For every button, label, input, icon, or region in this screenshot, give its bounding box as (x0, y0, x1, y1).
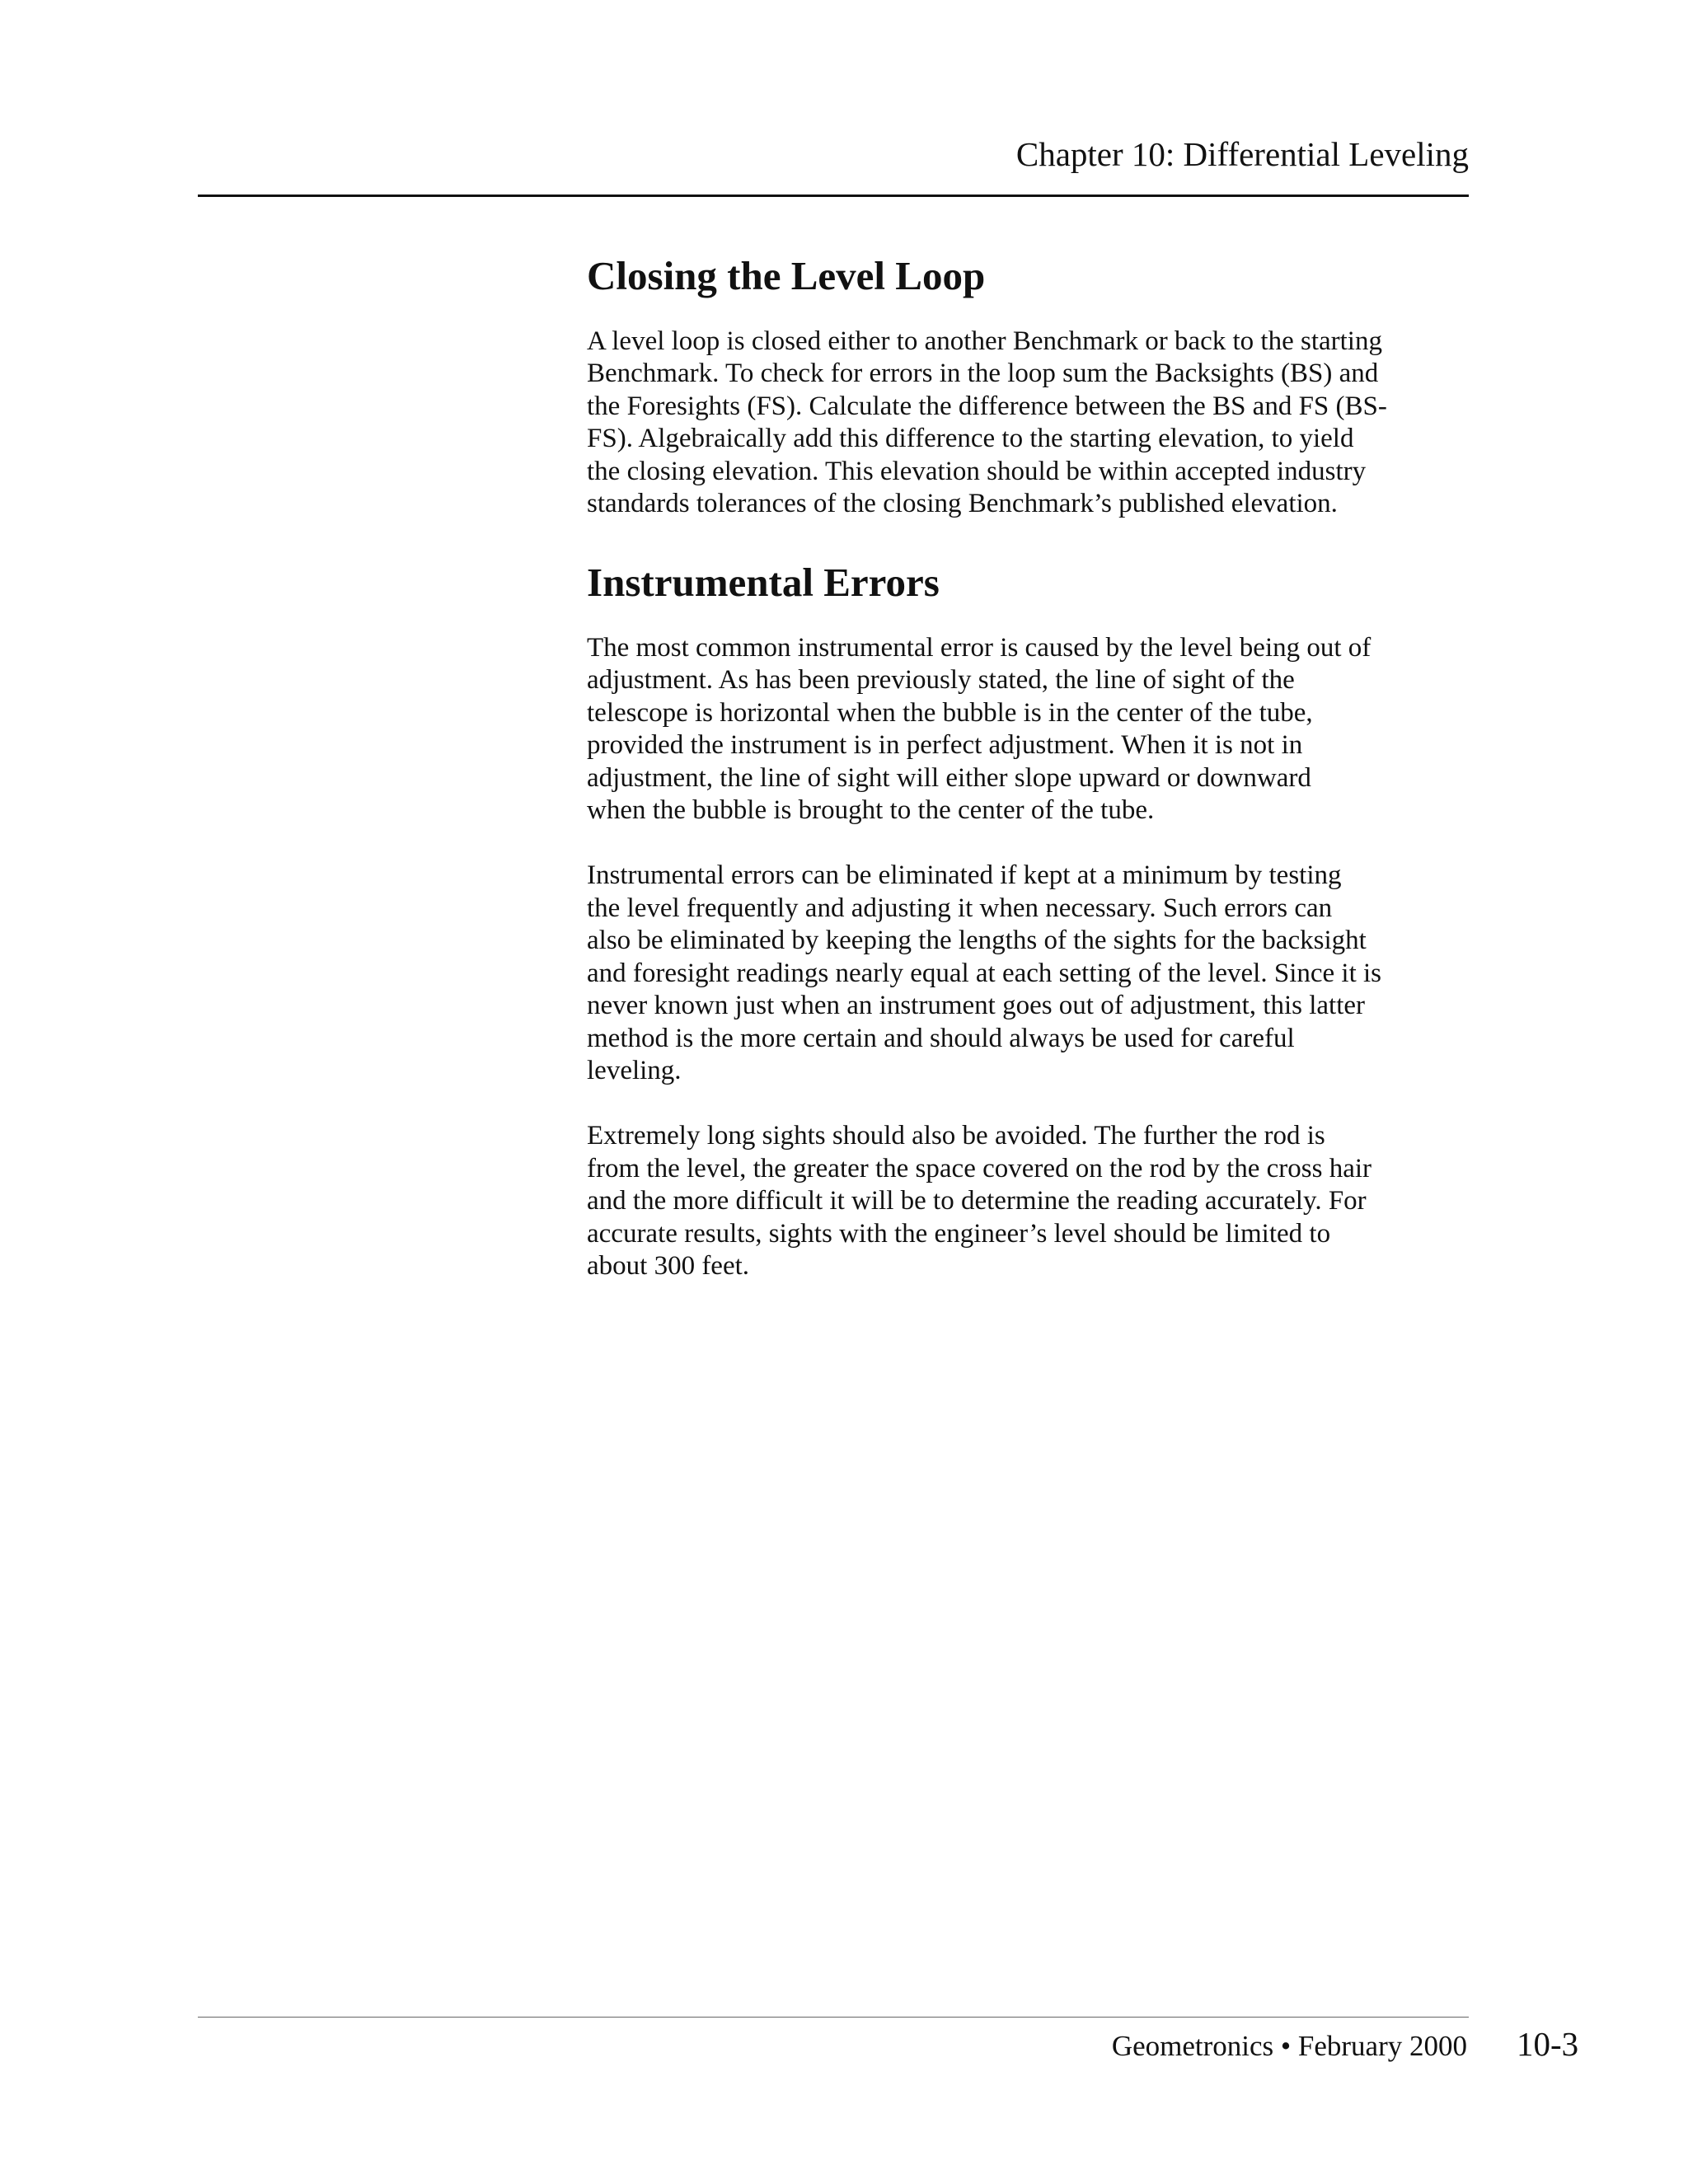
section-heading-closing-level-loop: Closing the Level Loop (587, 253, 986, 298)
footer-publisher-date: Geometronics • February 2000 (1111, 2030, 1467, 2062)
page-number: 10-3 (1517, 2025, 1579, 2063)
footer-rule (198, 2017, 1469, 2018)
section-heading-instrumental-errors: Instrumental Errors (587, 559, 940, 605)
paragraph-closing-level-loop: A level loop is closed either to another Benchmark or back to the starting Benchmark. To check for errors in the loop sum the Backsights (BS) and the Foresights (FS). Calculate the difference between the BS and FS (BS- FS). Algebraically add this difference to the starting elevation, to yield the closing elevation. This elevation should be within accepted industry standards tolerances of the closing Benchmark’s published elevation. (587, 326, 1387, 519)
paragraph-instrumental-errors-1: The most common instrumental error is caused by the level being out of adjustment. As has been previously stated, the line of sight of the telescope is horizontal when the bubble is in the center of the tube, provided the instrument is in perfect adjustment. When it is not in adjustment, the line of sight will either slope upward or downward when the bubble is brought to the center of the tube. (587, 632, 1372, 826)
main-content (587, 252, 1475, 1283)
paragraph-instrumental-errors-2: Instrumental errors can be eliminated if kept at a minimum by testing the level frequently and adjusting it when necessary. Such errors can also be eliminated by keeping the lengths of the sights for the backsight and foresight readings nearly equal at each setting of the level. Since it is never known just when an instrument goes out of adjustment, this latter method is the more certain and should always be used for careful leveling. (587, 860, 1382, 1086)
paragraph-instrumental-errors-3: Extremely long sights should also be avoided. The further the rod is from the level, the greater the space covered on the rod by the cross hair and the more difficult it will be to determine the reading accurately. For accurate results, sights with the engineer’s level should be limited to about 300 feet. (587, 1121, 1372, 1282)
header-rule (198, 194, 1469, 197)
running-header-chapter-title: Chapter 10: Differential Leveling (1015, 135, 1469, 173)
